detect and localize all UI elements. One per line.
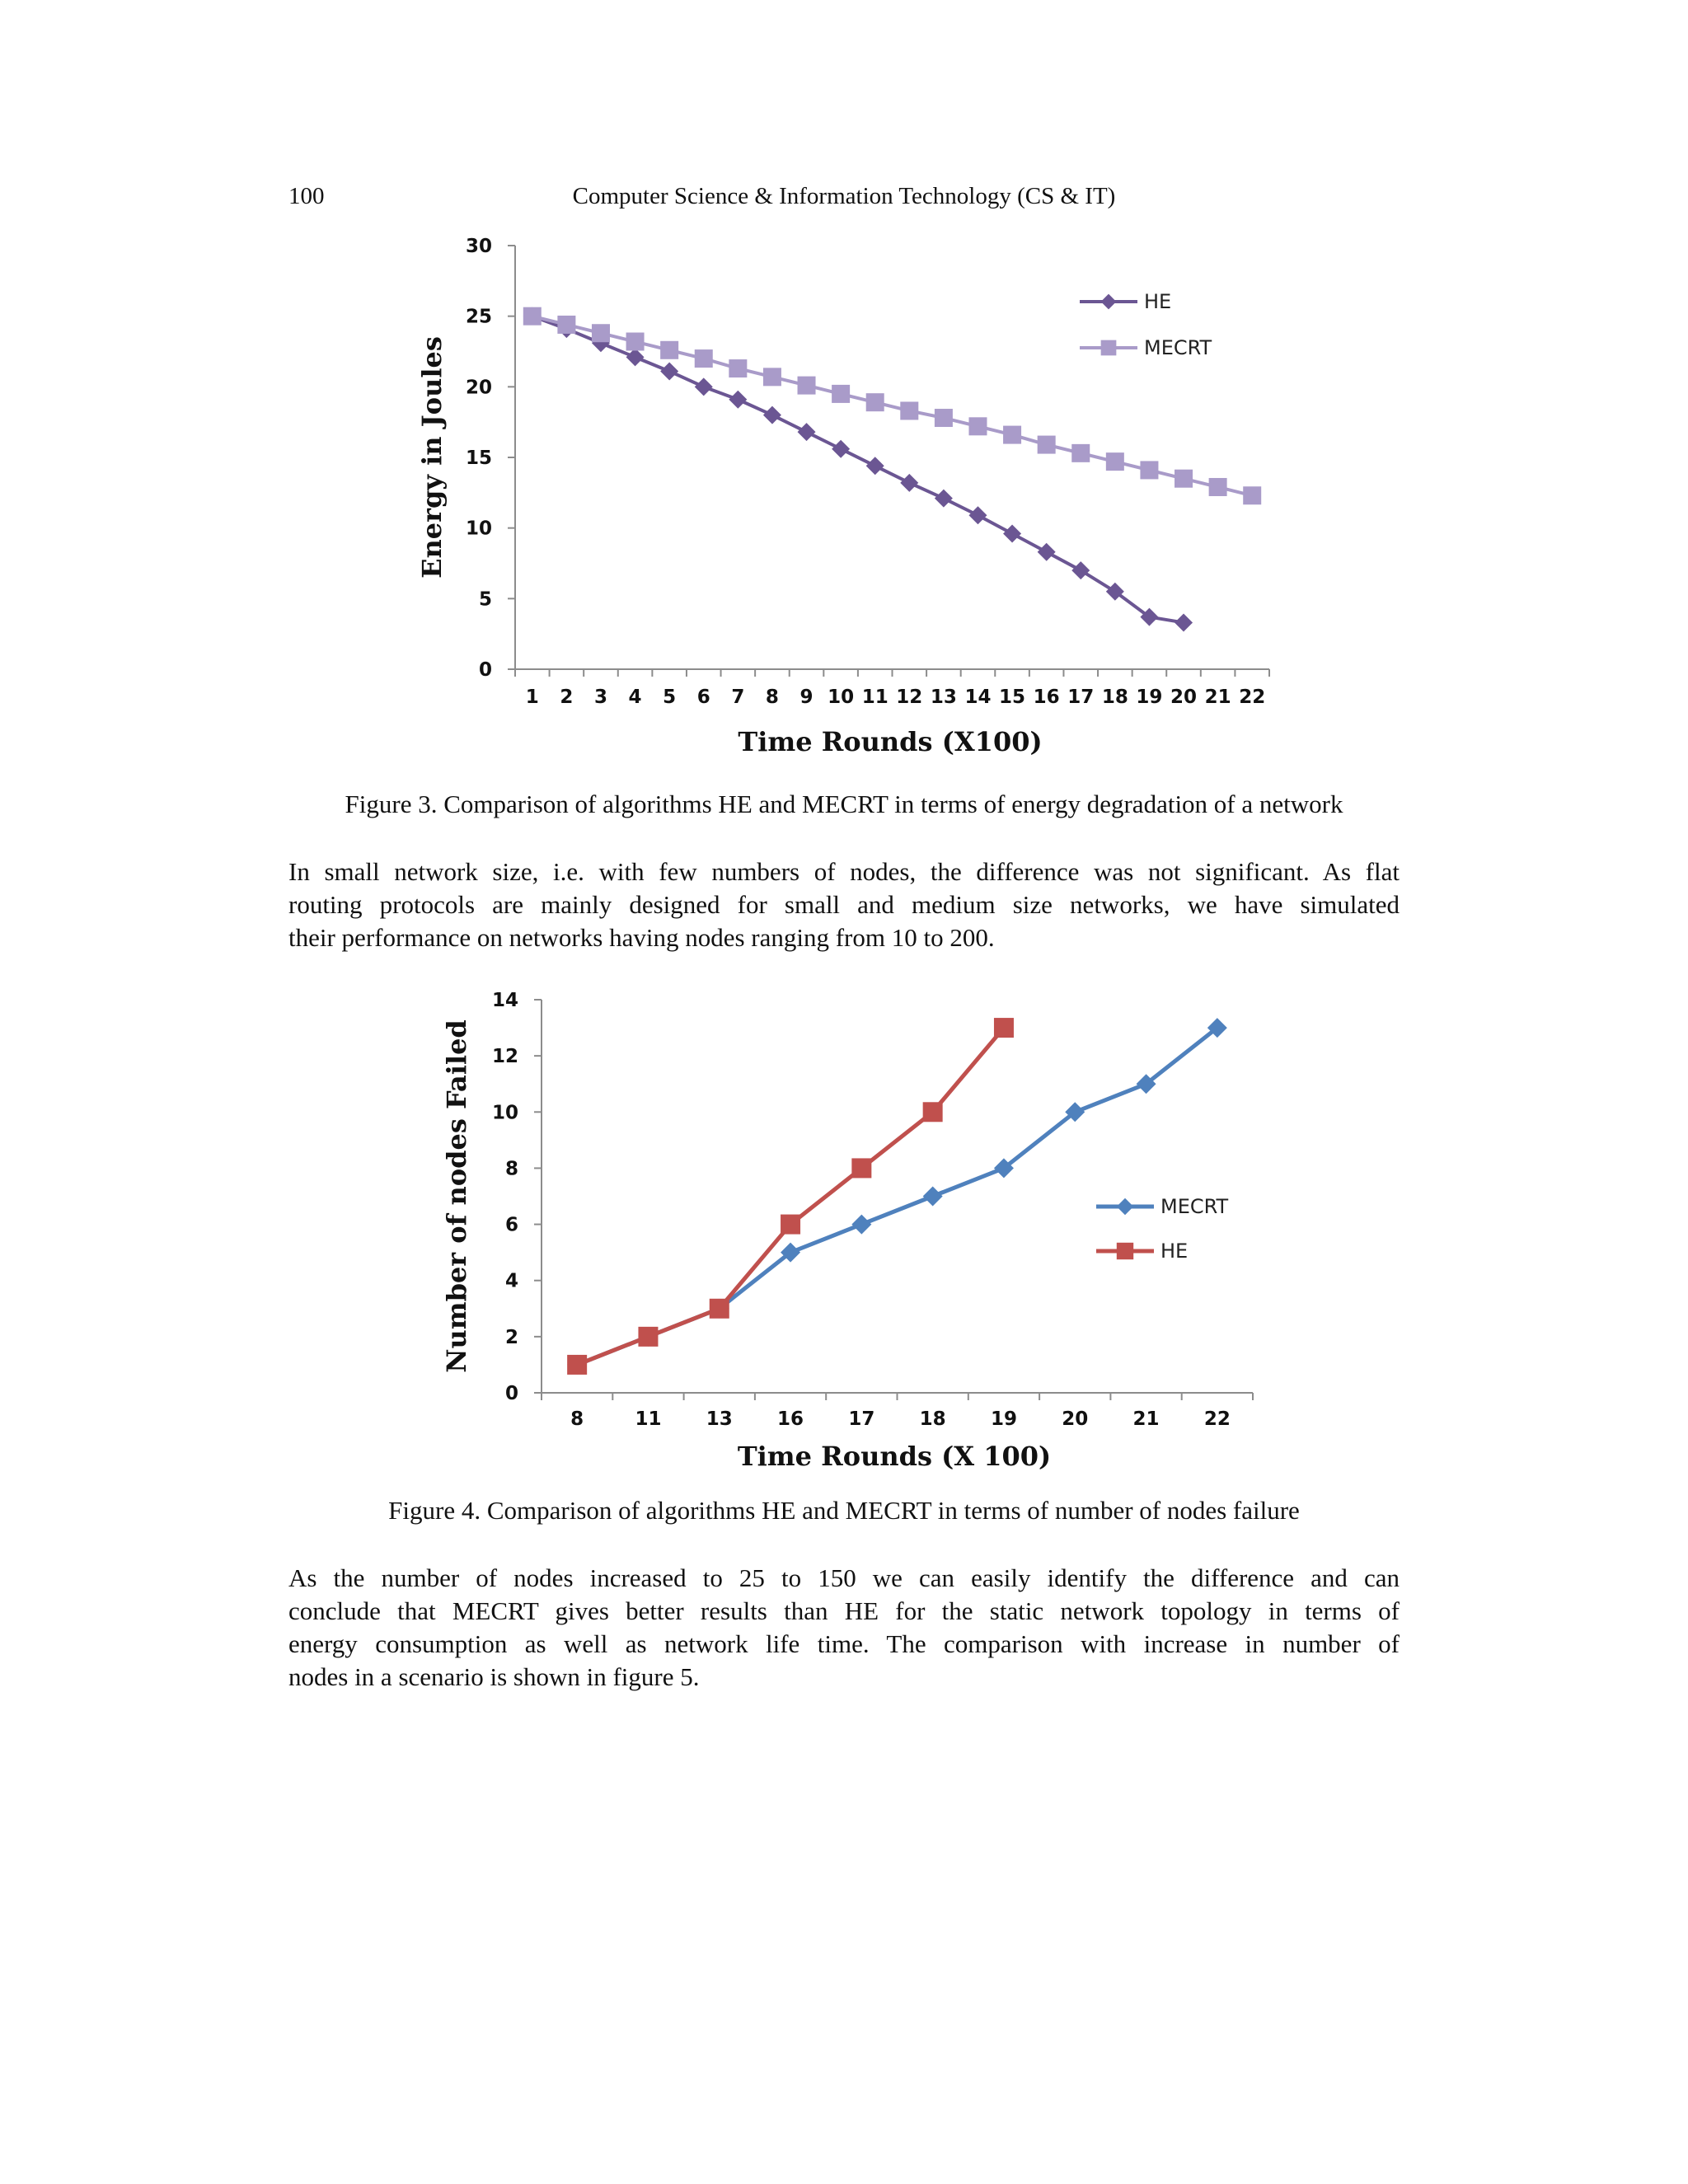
data-point-he (695, 377, 713, 396)
x-tick-label: 17 (848, 1408, 875, 1430)
data-point-mecrt (935, 409, 953, 427)
data-point-mecrt (557, 316, 575, 334)
y-axis-title: Energy in Joules (416, 336, 448, 579)
x-tick-label: 9 (799, 687, 814, 708)
legend-label-mecrt: MECRT (1160, 1195, 1229, 1218)
x-axis-title: Time Rounds (X 100) (737, 1441, 1052, 1472)
x-tick-label: 11 (861, 687, 889, 708)
y-tick-label: 4 (504, 1270, 518, 1292)
x-tick-label: 16 (1033, 687, 1060, 708)
data-point-mecrt (798, 377, 816, 395)
y-axis-title: Number of nodes Failed (441, 1019, 472, 1373)
data-point-mecrt (851, 1215, 871, 1235)
data-point-mecrt (1140, 461, 1158, 479)
x-tick-label: 20 (1170, 687, 1198, 708)
y-tick-label: 12 (491, 1046, 518, 1068)
data-point-he (900, 474, 918, 492)
data-point-mecrt (900, 401, 918, 419)
paragraph-2-line: As the number of nodes increased to 25 to 150 we can easily identify the difference and can (288, 1563, 1400, 1592)
x-tick-label: 8 (765, 687, 779, 708)
data-point-he (994, 1018, 1014, 1038)
legend-label-mecrt: MECRT (1144, 336, 1212, 359)
data-point-mecrt (660, 341, 678, 359)
legend-label-he: HE (1160, 1240, 1189, 1263)
x-tick-label: 12 (896, 687, 923, 708)
data-point-he (968, 506, 987, 524)
x-tick-label: 17 (1067, 687, 1095, 708)
x-tick-label: 6 (696, 687, 710, 708)
paragraph-1-line: routing protocols are mainly designed for small and medium size networks, we have simulated (288, 890, 1400, 919)
y-tick-label: 10 (465, 518, 492, 540)
x-tick-label: 20 (1062, 1408, 1089, 1430)
data-point-he (798, 423, 816, 441)
data-point-he (851, 1158, 871, 1178)
legend-label-he: HE (1144, 290, 1172, 313)
data-point-he (729, 391, 747, 409)
data-point-mecrt (1209, 478, 1227, 496)
data-point-mecrt (832, 385, 850, 403)
data-point-mecrt (1243, 486, 1261, 504)
y-tick-label: 6 (504, 1214, 518, 1236)
y-tick-label: 14 (491, 990, 518, 1011)
x-tick-label: 2 (560, 687, 574, 708)
x-axis-title: Time Rounds (X100) (738, 726, 1043, 757)
data-point-mecrt (1071, 444, 1090, 462)
data-point-mecrt (729, 359, 747, 377)
data-point-mecrt (1175, 470, 1193, 488)
data-point-mecrt (592, 324, 610, 342)
x-tick-label: 7 (731, 687, 745, 708)
y-tick-label: 0 (504, 1383, 518, 1404)
x-tick-label: 18 (919, 1408, 946, 1430)
paragraph-2-line: conclude that MECRT gives better results than HE for the static network topology in terms of (288, 1596, 1400, 1625)
data-point-mecrt (763, 368, 781, 386)
data-point-he (832, 440, 850, 458)
data-point-he (1003, 525, 1021, 543)
legend-marker-mecrt (1117, 1198, 1133, 1215)
y-tick-label: 8 (504, 1158, 518, 1180)
series-line-mecrt (577, 1028, 1217, 1365)
running-header: Computer Science & Information Technology (CS & IT) (572, 183, 1116, 209)
y-tick-label: 25 (465, 306, 492, 328)
x-tick-label: 13 (706, 1408, 733, 1430)
y-tick-label: 15 (465, 448, 492, 469)
x-tick-label: 10 (828, 687, 855, 708)
x-tick-label: 14 (964, 687, 992, 708)
paragraph-2 (288, 1562, 1400, 1694)
x-tick-label: 13 (930, 687, 957, 708)
x-tick-label: 11 (635, 1408, 662, 1430)
data-point-mecrt (626, 333, 645, 351)
x-tick-label: 16 (777, 1408, 804, 1430)
legend-marker-he (1117, 1243, 1133, 1259)
paragraph-1-line: their performance on networks having nodes ranging from 10 to 200. (288, 923, 995, 952)
x-tick-label: 19 (1136, 687, 1163, 708)
data-point-mecrt (968, 417, 987, 435)
data-point-he (781, 1215, 800, 1235)
figure-4-chart (0, 977, 1688, 1488)
data-point-mecrt (1038, 436, 1056, 454)
data-point-mecrt (923, 1187, 943, 1207)
data-point-he (866, 457, 884, 475)
data-point-he (763, 406, 781, 424)
data-point-mecrt (866, 393, 884, 411)
data-point-he (660, 362, 678, 380)
figure-3-chart (0, 223, 1688, 775)
figure-3-caption: Figure 3. Comparison of algorithms HE and MECRT in terms of energy degradation of a network (345, 790, 1343, 818)
data-point-he (710, 1299, 729, 1319)
legend-marker-mecrt (1101, 340, 1117, 356)
data-point-mecrt (523, 307, 542, 326)
figure-4-caption: Figure 4. Comparison of algorithms HE and MECRT in terms of number of nodes failure (388, 1496, 1300, 1525)
y-tick-label: 0 (478, 659, 492, 681)
paragraph-2-line: energy consumption as well as network life time. The comparison with increase in number of (288, 1629, 1400, 1658)
x-tick-label: 21 (1132, 1408, 1160, 1430)
y-tick-label: 10 (491, 1102, 518, 1124)
page-number: 100 (288, 183, 325, 209)
data-point-he (1175, 613, 1193, 631)
x-tick-label: 15 (999, 687, 1026, 708)
y-tick-label: 2 (504, 1326, 518, 1348)
data-point-he (567, 1355, 587, 1375)
data-point-mecrt (695, 349, 713, 368)
paragraph-1 (288, 855, 1400, 954)
x-tick-label: 19 (990, 1408, 1017, 1430)
data-point-he (1071, 561, 1090, 579)
data-point-he (626, 348, 645, 366)
x-tick-label: 8 (570, 1408, 584, 1430)
y-tick-label: 30 (465, 236, 492, 257)
x-tick-label: 1 (525, 687, 539, 708)
paragraph-2-line: nodes in a scenario is shown in figure 5. (288, 1662, 700, 1691)
x-tick-label: 22 (1239, 687, 1266, 708)
data-point-he (923, 1102, 943, 1122)
data-point-mecrt (1106, 452, 1124, 471)
x-tick-label: 4 (628, 687, 642, 708)
data-point-he (638, 1327, 658, 1347)
x-tick-label: 22 (1203, 1408, 1231, 1430)
data-point-mecrt (1003, 426, 1021, 444)
y-tick-label: 20 (465, 377, 492, 399)
series-line-he (532, 316, 1184, 623)
x-tick-label: 21 (1204, 687, 1231, 708)
legend-marker-he (1101, 294, 1117, 310)
x-tick-label: 3 (593, 687, 607, 708)
paragraph-1-line: In small network size, i.e. with few numbers of nodes, the difference was not significant. As flat (288, 857, 1400, 886)
x-tick-label: 5 (663, 687, 677, 708)
data-point-he (935, 490, 953, 508)
data-point-he (1038, 543, 1056, 561)
x-tick-label: 18 (1101, 687, 1128, 708)
y-tick-label: 5 (478, 588, 492, 611)
